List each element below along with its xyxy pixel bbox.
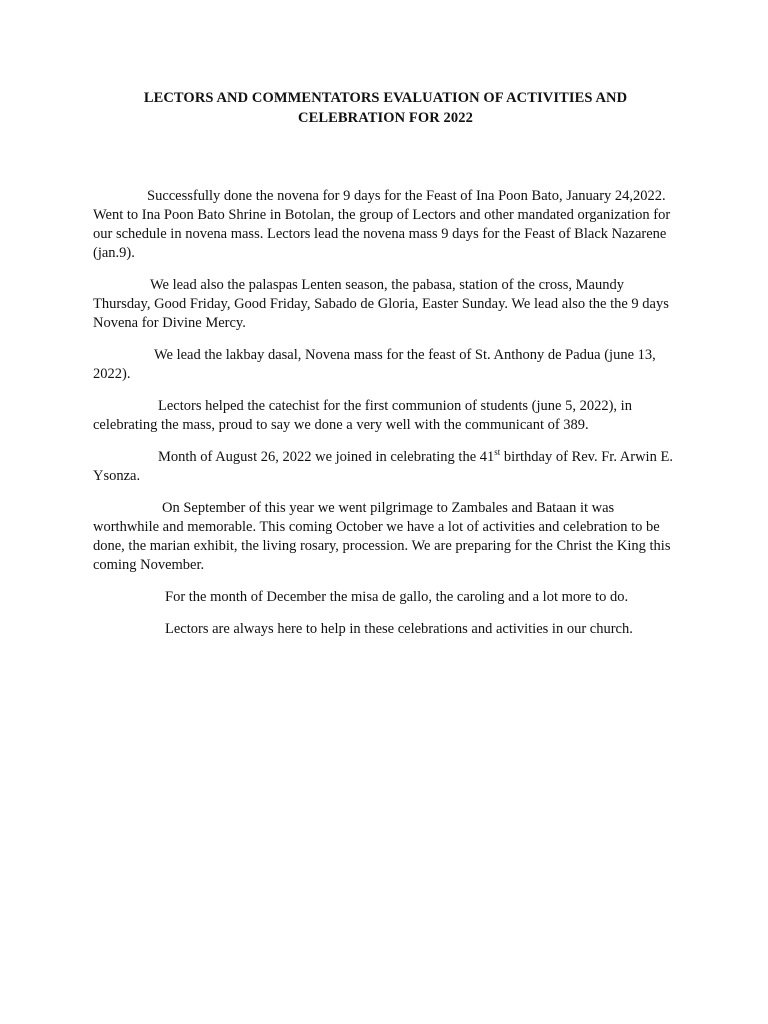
paragraph-closing: Lectors are always here to help in these celebrations and activities in our church. — [165, 621, 633, 637]
birthday-text-before: Month of August 26, 2022 we joined in celebrating the 41 — [158, 449, 495, 465]
paragraph-december: For the month of December the misa de gallo, the caroling and a lot more to do. — [165, 589, 629, 605]
paragraph-lakbay-dasal: We lead the lakbay dasal, Novena mass for the feast of St. Anthony de Padua (june 13, 2022). — [93, 347, 656, 382]
document-page — [93, 88, 678, 652]
document-title — [93, 88, 678, 128]
document-body — [93, 187, 678, 639]
paragraph-birthday — [93, 448, 678, 486]
paragraph-ina-poon-bato: Successfully done the novena for 9 days for the Feast of Ina Poon Bato, January 24,2022. Went to Ina Poon Bato Shrine in Botolan, the group of Lectors and other mandated organization for our schedule in novena mass. Lectors lead the novena mass 9 days for the Feast of Black Nazarene (jan.9). — [93, 188, 671, 261]
title-line-1: LECTORS AND COMMENTATORS EVALUATION OF ACTIVITIES AND — [143, 90, 628, 106]
title-line-2: CELEBRATION FOR 2022 — [298, 110, 473, 126]
paragraph-first-communion: Lectors helped the catechist for the first communion of students (june 5, 2022), in celebrating the mass, proud to say we done a very well with the communicant of 389. — [93, 398, 632, 433]
birthday-text-after: birthday of Rev. Fr. Arwin E. Ysonza. — [93, 449, 673, 484]
paragraph-lenten-season: We lead also the palaspas Lenten season, the pabasa, station of the cross, Maundy Thursday, Good Friday, Good Friday, Sabado de Gloria, Easter Sunday. We lead also the the 9 days Novena for Divine Mercy. — [93, 277, 669, 331]
ordinal-suffix: st — [494, 447, 501, 458]
paragraph-pilgrimage: On September of this year we went pilgrimage to Zambales and Bataan it was worthwhile and memorable. This coming October we have a lot of activities and celebration to be done, the marian exhibit, the living rosary, procession. We are preparing for the Christ the King this coming November. — [93, 500, 671, 573]
